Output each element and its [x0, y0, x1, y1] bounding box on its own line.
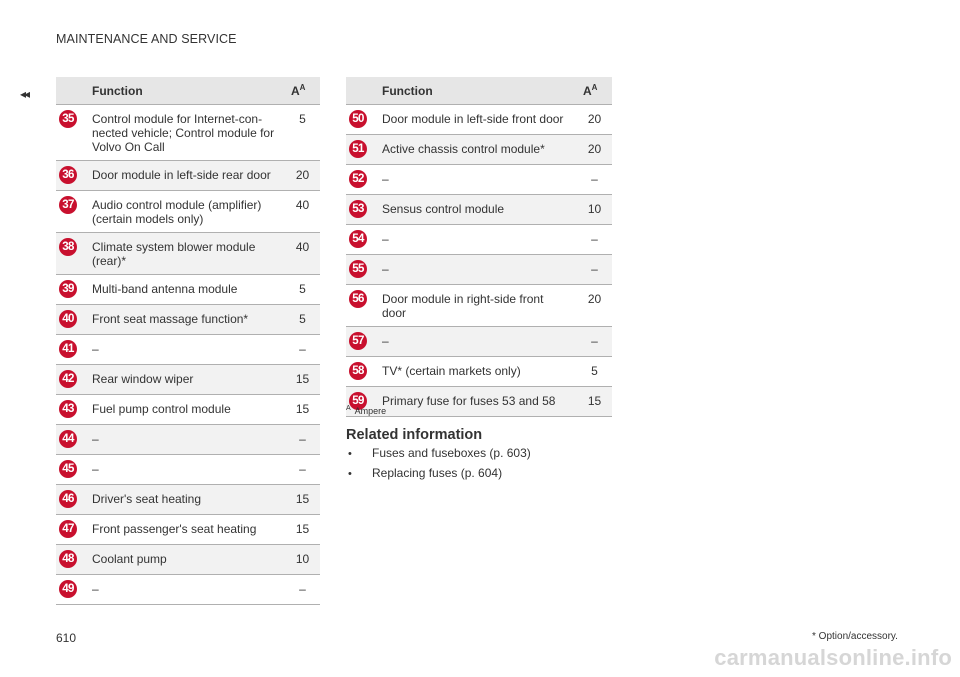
column-header-amp — [577, 77, 612, 105]
fuse-function-cell: Door module in right-side front door — [376, 285, 577, 327]
fuse-amperage-cell: 5 — [285, 305, 320, 335]
fuse-function-cell: – — [86, 455, 285, 485]
fuse-number-badge: 49 — [59, 580, 77, 598]
fuse-amperage-cell: 10 — [577, 195, 612, 225]
fuse-number-cell — [346, 255, 376, 285]
fuse-number-cell — [56, 105, 86, 161]
table-row — [346, 105, 612, 135]
related-link-fuses-and-fuseboxes[interactable] — [346, 446, 531, 466]
table-row — [56, 191, 320, 233]
table-header-row — [56, 77, 320, 105]
fuse-number-cell — [56, 455, 86, 485]
fuse-number-badge: 36 — [59, 166, 77, 184]
table-row — [346, 195, 612, 225]
fuse-function-cell: – — [376, 165, 577, 195]
fuse-number-badge: 46 — [59, 490, 77, 508]
fuse-number-badge: 50 — [349, 110, 367, 128]
table-row — [56, 365, 320, 395]
fuse-function-cell: – — [376, 327, 577, 357]
related-link-replacing-fuses[interactable] — [346, 466, 531, 486]
fuse-amperage-cell: 40 — [285, 191, 320, 233]
fuse-function-cell: Active chassis control module* — [376, 135, 577, 165]
fuse-function-cell: Fuel pump control module — [86, 395, 285, 425]
fuse-function-cell: Front seat massage function* — [86, 305, 285, 335]
table-row — [346, 357, 612, 387]
table-row — [56, 485, 320, 515]
fuse-number-cell — [346, 195, 376, 225]
fuse-number-badge: 59 — [349, 392, 367, 410]
table-row — [346, 255, 612, 285]
footnote-marker: A — [299, 82, 306, 92]
column-header-number — [56, 77, 86, 105]
table-row — [346, 225, 612, 255]
fuse-amperage-cell: 15 — [285, 485, 320, 515]
fuse-function-cell: Rear window wiper — [86, 365, 285, 395]
table-row — [56, 455, 320, 485]
column-header-function: Function — [376, 77, 577, 105]
table-row — [56, 515, 320, 545]
fuse-number-badge: 42 — [59, 370, 77, 388]
fuse-function-cell: Front passenger's seat heating — [86, 515, 285, 545]
fuse-function-cell: Sensus control module — [376, 195, 577, 225]
table-row — [56, 425, 320, 455]
fuse-number-badge: 54 — [349, 230, 367, 248]
fuse-amperage-cell: 15 — [285, 365, 320, 395]
table-header-row — [346, 77, 612, 105]
double-chevron-left-icon[interactable]: ◂◂ — [20, 87, 29, 101]
fuse-amperage-cell: 20 — [285, 161, 320, 191]
fuse-table-left-body — [56, 105, 320, 605]
related-link-text[interactable]: Replacing fuses (p. 604) — [372, 466, 503, 480]
fuse-amperage-cell: – — [577, 327, 612, 357]
fuse-number-cell — [56, 545, 86, 575]
column-header-number — [346, 77, 376, 105]
fuse-amperage-cell: – — [285, 335, 320, 365]
footnote-text: Ampere — [354, 406, 387, 416]
fuse-function-cell: Primary fuse for fuses 53 and 58 — [376, 387, 577, 417]
fuse-number-cell — [56, 395, 86, 425]
table-row — [56, 105, 320, 161]
fuse-number-badge: 37 — [59, 196, 77, 214]
fuse-function-cell: Door module in left-side front door — [376, 105, 577, 135]
fuse-table-right — [346, 77, 612, 417]
bullet-icon: • — [348, 468, 352, 480]
fuse-amperage-cell: 40 — [285, 233, 320, 275]
table-row — [346, 327, 612, 357]
fuse-amperage-cell: 15 — [285, 395, 320, 425]
fuse-function-cell: – — [86, 425, 285, 455]
related-link-text[interactable]: Fuses and fuseboxes (p. 603) — [372, 446, 531, 460]
table-row — [56, 305, 320, 335]
fuse-number-cell — [56, 191, 86, 233]
fuse-function-cell: Coolant pump — [86, 545, 285, 575]
fuse-amperage-cell: 5 — [577, 357, 612, 387]
fuse-function-cell: Multi-band antenna module — [86, 275, 285, 305]
table-row — [56, 233, 320, 275]
fuse-table-right-body — [346, 105, 612, 417]
fuse-function-cell: Climate system blower module (rear)* — [86, 233, 285, 275]
fuse-function-cell: Door module in left-side rear door — [86, 161, 285, 191]
fuse-amperage-cell: – — [285, 455, 320, 485]
table-row — [346, 285, 612, 327]
fuse-number-badge: 48 — [59, 550, 77, 568]
column-header-amp — [285, 77, 320, 105]
footnote-marker: A — [591, 82, 598, 92]
fuse-amperage-cell: 5 — [285, 275, 320, 305]
fuse-number-cell — [56, 515, 86, 545]
watermark: carmanualsonline.info — [714, 645, 952, 670]
fuse-number-badge: 53 — [349, 200, 367, 218]
bullet-icon: • — [348, 448, 352, 460]
fuse-table-left — [56, 77, 320, 605]
fuse-number-badge: 55 — [349, 260, 367, 278]
table-row — [56, 395, 320, 425]
fuse-number-cell — [56, 575, 86, 605]
fuse-amperage-cell: – — [577, 225, 612, 255]
fuse-number-cell — [56, 425, 86, 455]
fuse-number-cell — [346, 105, 376, 135]
fuse-number-cell — [346, 135, 376, 165]
fuse-number-cell — [56, 365, 86, 395]
table-row — [56, 275, 320, 305]
fuse-function-cell: Audio control module (amplifier) (certain models only) — [86, 191, 285, 233]
related-information-heading: Related information — [346, 427, 483, 443]
column-header-amp-label: A — [291, 83, 300, 98]
fuse-function-cell: Driver's seat heating — [86, 485, 285, 515]
fuse-function-cell: – — [86, 575, 285, 605]
fuse-function-cell: – — [376, 225, 577, 255]
fuse-number-badge: 39 — [59, 280, 77, 298]
fuse-number-badge: 44 — [59, 430, 77, 448]
fuse-amperage-cell: 10 — [285, 545, 320, 575]
fuse-function-cell: TV* (certain markets only) — [376, 357, 577, 387]
section-title: MAINTENANCE AND SERVICE — [56, 32, 237, 46]
fuse-amperage-cell: – — [285, 425, 320, 455]
fuse-number-cell — [346, 357, 376, 387]
table-row — [346, 135, 612, 165]
fuse-function-cell: – — [376, 255, 577, 285]
footnote-mark: A — [346, 405, 351, 412]
related-information-list — [346, 446, 531, 486]
fuse-amperage-cell: 5 — [285, 105, 320, 161]
column-header-amp-label: A — [583, 83, 592, 98]
table-row — [346, 165, 612, 195]
fuse-amperage-cell: 20 — [577, 105, 612, 135]
fuse-number-cell — [346, 225, 376, 255]
page-number: 610 — [56, 631, 77, 645]
fuse-number-cell — [56, 275, 86, 305]
fuse-number-badge: 47 — [59, 520, 77, 538]
fuse-number-badge: 38 — [59, 238, 77, 256]
fuse-number-badge: 43 — [59, 400, 77, 418]
fuse-number-cell — [346, 165, 376, 195]
fuse-number-cell — [56, 161, 86, 191]
fuse-amperage-cell: 15 — [577, 387, 612, 417]
fuse-number-badge: 52 — [349, 170, 367, 188]
fuse-number-cell — [56, 335, 86, 365]
footnote — [346, 405, 386, 416]
fuse-number-cell — [56, 485, 86, 515]
fuse-amperage-cell: 20 — [577, 135, 612, 165]
fuse-number-badge: 45 — [59, 460, 77, 478]
fuse-number-badge: 41 — [59, 340, 77, 358]
fuse-number-cell — [56, 305, 86, 335]
column-header-function: Function — [86, 77, 285, 105]
fuse-amperage-cell: – — [577, 255, 612, 285]
fuse-number-badge: 40 — [59, 310, 77, 328]
fuse-function-cell: Control module for Internet-con- nected vehicle; Control module for Volvo On Call — [86, 105, 285, 161]
table-row — [56, 161, 320, 191]
table-row — [56, 575, 320, 605]
fuse-function-cell: – — [86, 335, 285, 365]
fuse-number-badge: 58 — [349, 362, 367, 380]
fuse-number-cell — [346, 327, 376, 357]
fuse-amperage-cell: – — [577, 165, 612, 195]
fuse-number-badge: 57 — [349, 332, 367, 350]
fuse-amperage-cell: 20 — [577, 285, 612, 327]
fuse-number-badge: 51 — [349, 140, 367, 158]
fuse-number-cell — [56, 233, 86, 275]
fuse-number-badge: 56 — [349, 290, 367, 308]
fuse-amperage-cell: 15 — [285, 515, 320, 545]
table-row — [56, 335, 320, 365]
fuse-number-cell — [346, 285, 376, 327]
fuse-amperage-cell: – — [285, 575, 320, 605]
table-row — [56, 545, 320, 575]
option-accessory-note: * Option/accessory. — [812, 631, 898, 642]
fuse-number-badge: 35 — [59, 110, 77, 128]
